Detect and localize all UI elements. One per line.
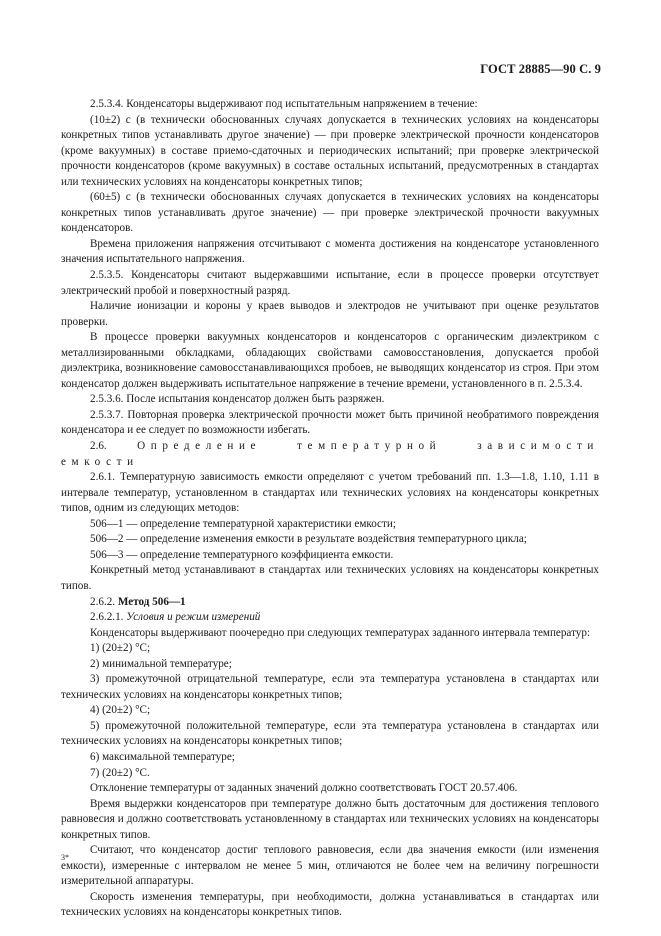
paragraph: Конкретный метод устанавливают в стандартах или технических условиях на конденсаторы конкретных типов. <box>61 564 599 592</box>
paragraph: 2.5.3.6. После испытания конденсатор должен быть разряжен. <box>90 393 385 406</box>
list-item: 7) (20±2) °С. <box>90 766 150 779</box>
page-header: ГОСТ 28885—90 С. 9 <box>480 62 601 76</box>
paragraph: Конденсаторы выдерживают поочередно при следующих температурах заданного интервала температур: <box>90 626 591 639</box>
list-item: 3) промежуточной отрицательной температуре, если эта температура установлена в стандартах или технических условиях на конденсаторы конкретных типов; <box>61 673 599 701</box>
paragraph: Отклонение температуры от заданных значений должно соответствовать ГОСТ 20.57.406. <box>90 782 518 795</box>
paragraph: 2.5.3.4. Конденсаторы выдерживают под испытательным напряжением в течение: <box>90 98 478 110</box>
section-number: 2.6.2.1. <box>90 611 124 624</box>
paragraph: (60±5) с (в технически обоснованных случаях допускается в технических условиях на конденсаторы конкретных типов устанавливать другое значение) — при проверке электрической прочности вакуумных конденсаторов. <box>61 191 599 235</box>
section-heading-2-6-2-1 <box>61 610 599 626</box>
paragraph: 2.5.3.5. Конденсаторы считают выдержавшими испытание, если в процессе проверки отсутствует электрический пробой и поверхностный разряд. <box>61 269 599 297</box>
list-item: 5) промежуточной положительной температуре, если эта температура установлена в стандартах или технических условиях на конденсаторы конкретных типов; <box>61 719 599 748</box>
section-heading-2-6-2 <box>61 595 599 611</box>
section-title: Определение температурной зависимости емкости <box>61 440 599 468</box>
paragraph: Время выдержки конденсаторов при температуре должно быть достаточным для достижения теплового равновесия и должно соответствовать установленному в стандартах или технических условиях на конденсаторы конкретных типов. <box>61 797 599 841</box>
page-footer-mark: 3* <box>61 853 69 862</box>
document-body <box>61 97 599 921</box>
paragraph: Времена приложения напряжения отсчитывают с момента достижения на конденсаторе установленного значения испытательного напряжения. <box>61 237 599 266</box>
section-title: Условия и режим измерений <box>126 611 261 624</box>
paragraph: 2.6.1. Температурную зависимость емкости определяют с учетом требований пп. 1.3—1.8, 1.10, 1.11 в интервале температур, установленном в стандартах или технических условиях на конденсаторы конкретных типов, одним из следующих методов: <box>61 471 599 515</box>
section-title: Метод 506—1 <box>117 595 186 608</box>
paragraph: В процессе проверки вакуумных конденсаторов и конденсаторов с органическим диэлектриком с металлизированными обкладками, обладающих свойствами самовосстановления, допускается пробой диэлектрика, возникновение самовосстанавливающихся пробоев, не выводящих конденсатор из строя. При этом конденсатор должен выдерживать испытательное напряжение в течение времени, установленного в п. 2.5.3.4. <box>61 331 599 390</box>
section-number: 2.6.2. <box>90 595 116 608</box>
paragraph: Наличие ионизации и короны у краев выводов и электродов не учитывают при оценке результатов проверки. <box>61 300 599 328</box>
list-item: 6) максимальной температуре; <box>90 750 235 763</box>
section-heading-2-6 <box>61 439 599 470</box>
paragraph: Считают, что конденсатор достиг теплового равновесия, если два значения емкости (или изменения емкости), измеренные с интервалом не менее 5 мин, отличаются не более чем на величину погрешности измерительной аппаратуры. <box>61 844 599 888</box>
list-item: 1) (20±2) °С; <box>90 642 151 655</box>
paragraph: 506—2 — определение изменения емкости в результате воздействия температурного цикла; <box>90 533 527 546</box>
paragraph: 2.5.3.7. Повторная проверка электрической прочности может быть причиной необратимого повреждения конденсатора и ее следует по возможности избегать. <box>61 408 599 437</box>
paragraph: 506—3 — определение температурного коэффициента емкости. <box>90 548 394 561</box>
section-number: 2.6. <box>90 440 107 453</box>
paragraph: Скорость изменения температуры, при необходимости, должна устанавливаться в стандартах или технических условиях на конденсаторы конкретных типов. <box>61 890 599 919</box>
paragraph: 506—1 — определение температурной характеристики емкости; <box>90 517 396 530</box>
list-item: 2) минимальной температуре; <box>90 657 232 670</box>
list-item: 4) (20±2) °С; <box>90 704 151 717</box>
paragraph: (10±2) с (в технически обоснованных случаях допускается в технических условиях на конденсаторы конкретных типов устанавливать другое значение) — при проверке электрической прочности конденсаторов (кроме вакуумных) в составе приемо-сдаточных и периодических испытаний; при проверке электрической прочности конденсаторов (кроме вакуумных) в составе остальных испытаний, предусмотренных в стандартах или технических условиях на конденсаторы конкретных типов; <box>61 113 599 188</box>
